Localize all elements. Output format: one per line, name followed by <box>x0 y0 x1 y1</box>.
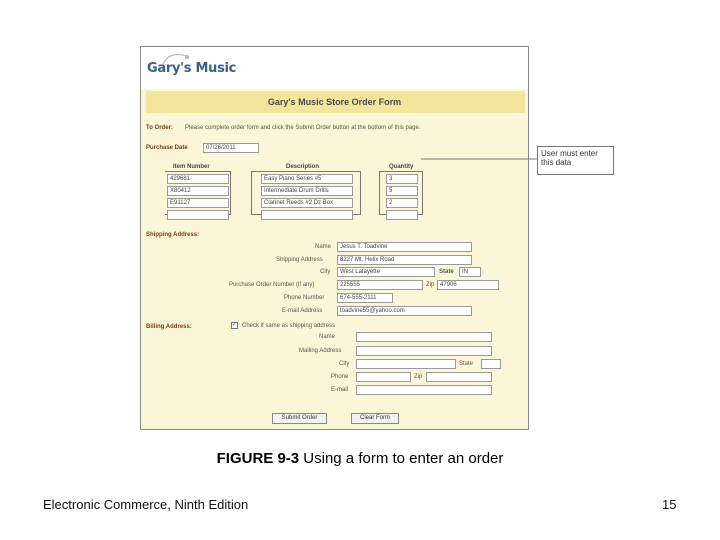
column-header-item: Item Number <box>173 164 210 170</box>
footer-book-title: Electronic Commerce, Ninth Edition <box>43 497 249 512</box>
quantity-field[interactable]: 2 <box>386 198 418 208</box>
clear-form-button[interactable]: Clear Form <box>351 413 399 424</box>
form-title: Gary's Music Store Order Form <box>267 97 402 107</box>
shipping-zip-field[interactable]: 47906 <box>437 280 499 290</box>
store-logo: Gary's Music <box>147 61 237 76</box>
purchase-date-field[interactable]: 07/26/2011 <box>203 143 259 153</box>
shipping-address-field[interactable]: 8227 Mt. Helix Road <box>337 255 472 265</box>
column-header-description: Description <box>286 164 320 170</box>
city-label: City <box>320 269 331 275</box>
phone-number-label: Phone Number <box>284 295 325 301</box>
email-label: E-mail Address <box>282 308 323 314</box>
description-field[interactable]: Clarinet Reeds #2 Dz Box <box>261 198 353 208</box>
same-as-shipping-checkbox[interactable]: ✓ <box>232 322 238 328</box>
shipping-city-field[interactable]: West Lafayette <box>337 267 435 277</box>
billing-city-label: City <box>339 361 350 367</box>
shipping-email-field[interactable]: toadvine55@yahoo.com <box>337 306 472 316</box>
figure-caption-text: Using a form to enter an order <box>299 450 504 467</box>
billing-phone-label: Phone <box>331 374 349 380</box>
zip-label: Zip <box>426 282 435 288</box>
figure-number: FIGURE 9-3 <box>216 450 300 467</box>
column-header-quantity: Quantity <box>389 164 414 170</box>
to-order-label: To Order: <box>146 125 173 131</box>
name-label: Name <box>315 244 332 250</box>
to-order-text: Please complete order form and click the Submit Order button at the bottom of this page. <box>185 125 421 131</box>
mailing-address-label: Mailing Address <box>299 348 342 354</box>
same-as-shipping-label: Check if same as shipping address <box>242 323 336 329</box>
page-number: 15 <box>662 497 677 512</box>
shipping-name-field[interactable]: Jesus T. Toadvine <box>337 242 472 252</box>
item-number-field[interactable]: 429681 <box>167 174 229 184</box>
figure-caption <box>0 450 720 467</box>
po-number-label: Purchase Order Number (if any) <box>229 282 315 288</box>
state-label: State <box>439 269 454 275</box>
callout-box: User must enter this data <box>537 146 614 175</box>
description-field[interactable]: Easy Piano Series #5 <box>261 174 353 184</box>
quantity-field[interactable]: 5 <box>386 186 418 196</box>
shipping-section-label: Shipping Address: <box>146 232 200 238</box>
billing-zip-label: Zip <box>414 374 423 380</box>
item-number-field[interactable]: X80412 <box>167 186 229 196</box>
billing-section-label: Billing Address: <box>146 324 192 330</box>
quantity-field[interactable]: 3 <box>386 174 418 184</box>
submit-order-button[interactable]: Submit Order <box>272 413 327 424</box>
item-number-field[interactable]: E91127 <box>167 198 229 208</box>
shipping-phone-field[interactable]: 674-555-2111 <box>337 293 393 303</box>
billing-email-label: E-mail <box>331 387 349 393</box>
billing-name-label: Name <box>319 334 336 340</box>
shipping-address-label: Shipping Address <box>276 257 323 263</box>
description-field[interactable]: Intermediate Drum Drills <box>261 186 353 196</box>
billing-state-label: State <box>459 361 474 367</box>
purchase-date-label: Purchase Date <box>146 145 188 151</box>
shipping-state-field[interactable]: IN <box>459 267 481 277</box>
po-number-field[interactable]: 225555 <box>337 280 423 290</box>
